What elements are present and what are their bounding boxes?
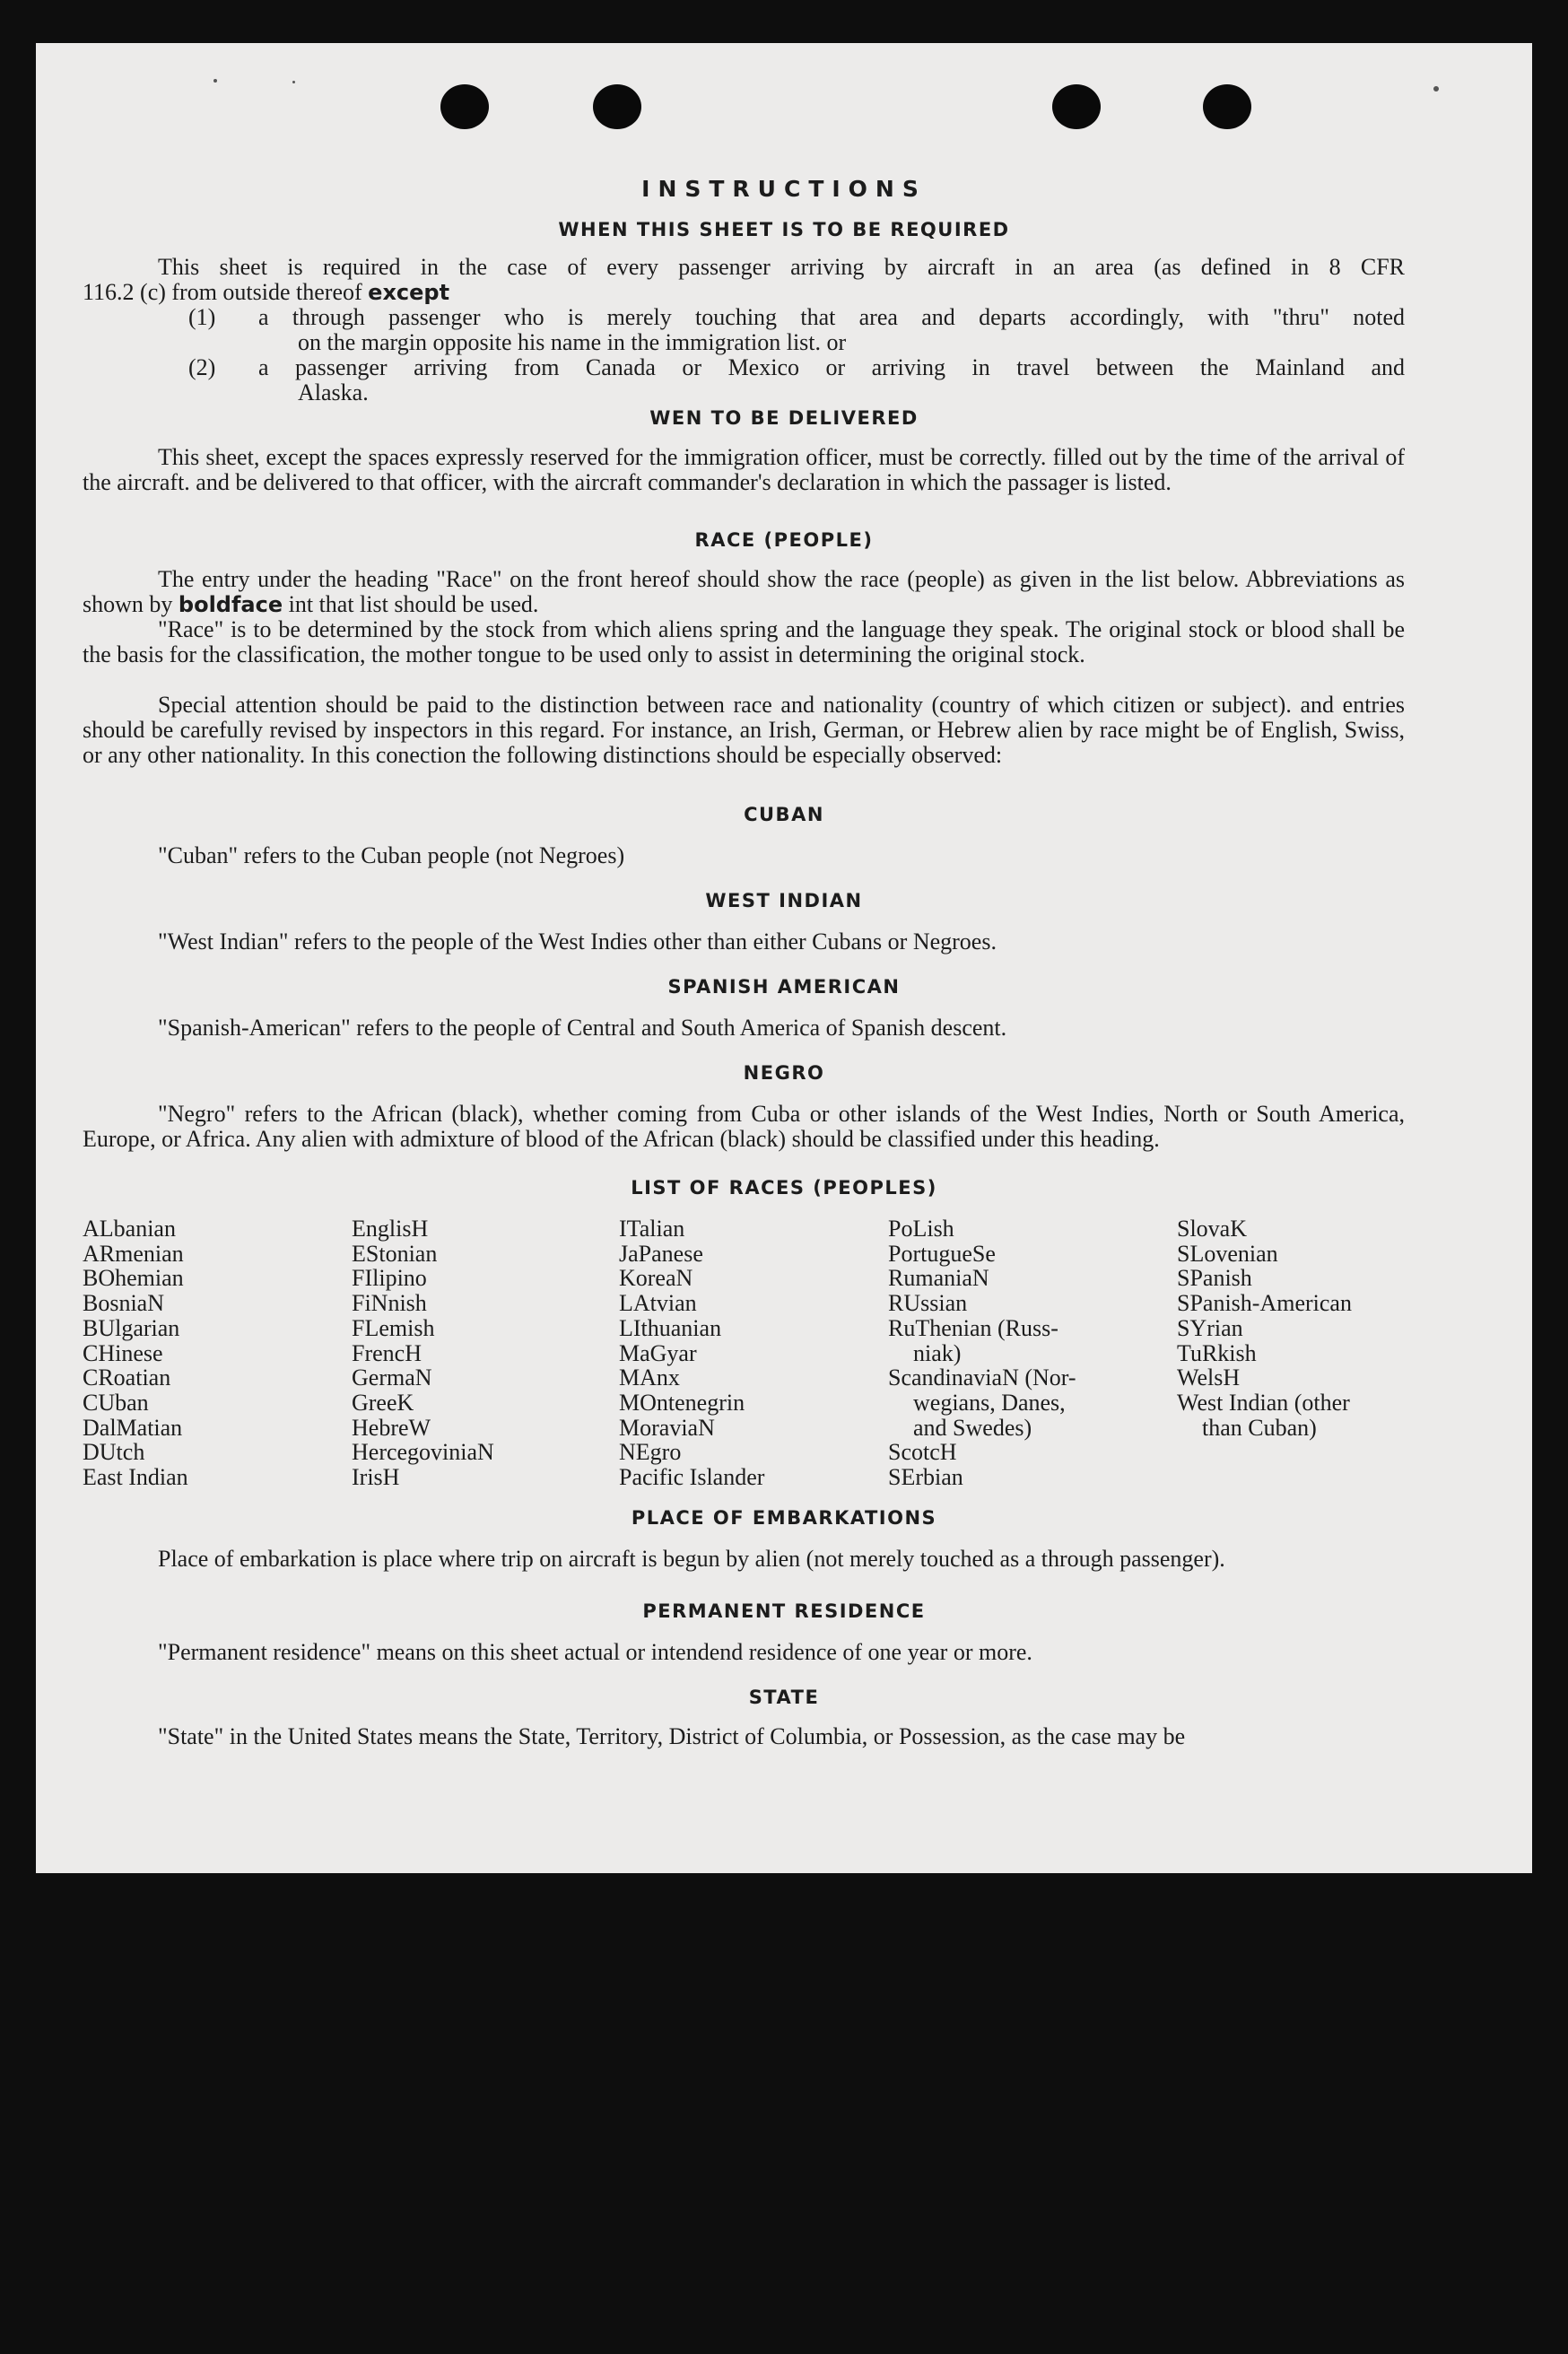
race-item: EStonian: [352, 1240, 438, 1267]
race-item: WelsH: [1177, 1364, 1241, 1391]
race-list-column: [888, 1216, 1076, 1490]
race-item: PortugueSe: [888, 1240, 996, 1267]
punch-hole: [593, 84, 641, 129]
section-heading: PERMANENT RESIDENCE: [642, 1600, 926, 1622]
race-item: SLovenian: [1177, 1240, 1278, 1267]
paragraph: This sheet, except the spaces expressly reserved for the immigration officer, must be correctly. filled out by the time of the arrival of the aircraft. and be delivered to that officer, with the aircraft commander's declaration in which the passager is listed.: [83, 444, 1405, 495]
race-item-continued: than Cuban): [1202, 1414, 1317, 1441]
race-item: IrisH: [352, 1464, 400, 1491]
section-heading: WEN TO BE DELIVERED: [649, 407, 919, 429]
item-text: a passenger arriving from Canada or Mexico or arriving in travel between the Mainland and: [258, 354, 1405, 380]
paragraph-text: The entry under the heading "Race" on the front hereof should show the race (people) as given in the list below. Abbreviations as shown by: [83, 566, 1405, 617]
race-item: GermaN: [352, 1364, 432, 1391]
document-page: [36, 43, 1532, 1873]
section-heading: WHEN THIS SHEET IS TO BE REQUIRED: [558, 219, 1010, 240]
section-heading: NEGRO: [743, 1062, 825, 1084]
race-item: DalMatian: [83, 1414, 183, 1441]
race-item: KoreaN: [619, 1265, 693, 1292]
emphasis-text: boldface: [178, 592, 283, 617]
race-item: HercegoviniaN: [352, 1439, 494, 1466]
race-item: LIthuanian: [619, 1314, 722, 1341]
scan-speck: [213, 79, 217, 83]
race-item: ITalian: [619, 1216, 685, 1242]
race-list-column: [1177, 1216, 1352, 1440]
section-heading: CUBAN: [744, 804, 824, 825]
item-number: (2): [188, 354, 216, 380]
race-list-column: [83, 1216, 188, 1490]
race-item: MOntenegrin: [619, 1389, 745, 1416]
race-item: CUban: [83, 1389, 149, 1416]
section-heading: PLACE OF EMBARKATIONS: [631, 1507, 937, 1529]
race-item: TuRkish: [1177, 1339, 1257, 1366]
punch-hole: [440, 84, 489, 129]
paragraph: "Spanish-American" refers to the people of Central and South America of Spanish descent.: [158, 1015, 1007, 1041]
race-item: SPanish: [1177, 1265, 1252, 1292]
race-item: JaPanese: [619, 1240, 703, 1267]
paragraph: "Cuban" refers to the Cuban people (not Negroes): [158, 842, 625, 868]
race-item: HebreW: [352, 1414, 431, 1441]
paragraph: [83, 567, 1405, 617]
race-item: SYrian: [1177, 1314, 1243, 1341]
paragraph: Place of embarkation is place where trip on aircraft is begun by alien (not merely touched as a through passenger).: [158, 1546, 1225, 1572]
race-item: FrencH: [352, 1339, 422, 1366]
scan-speck: [292, 81, 295, 83]
race-item: BosniaN: [83, 1290, 164, 1317]
paragraph: "State" in the United States means the State, Territory, District of Columbia, or Possession, as the case may be: [158, 1723, 1186, 1749]
paragraph-text: int that list should be used.: [288, 591, 539, 617]
race-item: NEgro: [619, 1439, 682, 1466]
race-item: RuThenian (Russ-: [888, 1314, 1058, 1341]
page-title: INSTRUCTIONS: [641, 176, 927, 202]
race-item: Pacific Islander: [619, 1464, 765, 1491]
race-item: East Indian: [83, 1464, 188, 1491]
paragraph: "West Indian" refers to the people of the West Indies other than either Cubans or Negroes.: [158, 929, 997, 955]
race-item: ARmenian: [83, 1240, 184, 1267]
race-item: ALbanian: [83, 1216, 176, 1242]
race-item: DUtch: [83, 1439, 145, 1466]
race-item: SlovaK: [1177, 1216, 1247, 1242]
race-item: SPanish-American: [1177, 1290, 1352, 1317]
paragraph: "Negro" refers to the African (black), whether coming from Cuba or other islands of the West Indies, North or South America, Europe, or Africa. Any alien with admixture of blood of the African (black) should be classified under this heading.: [83, 1101, 1405, 1152]
paragraph: This sheet is required in the case of every passenger arriving by aircraft in an area (as defined in 8 CFR: [158, 254, 1405, 280]
race-item: RUssian: [888, 1290, 968, 1317]
race-item: SErbian: [888, 1464, 963, 1491]
punch-hole: [1052, 84, 1101, 129]
race-item: ScandinaviaN (Nor-: [888, 1364, 1076, 1391]
section-heading: LIST OF RACES (PEOPLES): [631, 1177, 937, 1199]
race-item: GreeK: [352, 1389, 414, 1416]
race-item-continued: wegians, Danes,: [913, 1389, 1066, 1416]
race-item: PoLish: [888, 1216, 954, 1242]
race-list-column: [352, 1216, 494, 1490]
race-item: MAnx: [619, 1364, 680, 1391]
section-heading: SPANISH AMERICAN: [667, 976, 901, 998]
item-text: Alaska.: [298, 379, 369, 405]
section-heading: WEST INDIAN: [705, 890, 863, 911]
item-text: on the margin opposite his name in the immigration list. or: [298, 329, 847, 355]
race-item: MaGyar: [619, 1339, 697, 1366]
paragraph: Special attention should be paid to the distinction between race and nationality (country of which citizen or subject). and entries should be carefully revised by inspectors in this regard. For instance, an Irish, German, or Hebrew alien by race might be of English, Swiss, or any other nationality. In this conection the following distinctions should be especially observed:: [83, 692, 1405, 768]
race-item: CRoatian: [83, 1364, 171, 1391]
race-item: CHinese: [83, 1339, 163, 1366]
race-item: EnglisH: [352, 1216, 429, 1242]
race-item: ScotcH: [888, 1439, 957, 1466]
race-item: FIlipino: [352, 1265, 427, 1292]
race-item: FiNnish: [352, 1290, 427, 1317]
race-list-column: [619, 1216, 764, 1490]
race-item-continued: and Swedes): [913, 1414, 1032, 1441]
item-text: a through passenger who is merely touching that area and departs accordingly, with "thru" noted: [258, 304, 1405, 330]
race-item-continued: niak): [913, 1339, 962, 1366]
section-heading: STATE: [748, 1687, 820, 1708]
race-item: BOhemian: [83, 1265, 184, 1292]
race-item: LAtvian: [619, 1290, 697, 1317]
race-item: RumaniaN: [888, 1265, 989, 1292]
race-item: BUlgarian: [83, 1314, 180, 1341]
paragraph-text: 116.2 (c) from outside thereof: [83, 279, 362, 305]
race-item: FLemish: [352, 1314, 435, 1341]
scan-speck: [1433, 86, 1439, 92]
paragraph: "Race" is to be determined by the stock from which aliens spring and the language they speak. The original stock or blood shall be the basis for the classification, the mother tongue to be used only to assist in determining the original stock.: [83, 616, 1405, 667]
race-item: MoraviaN: [619, 1414, 715, 1441]
punch-hole: [1203, 84, 1251, 129]
emphasis-text: except: [368, 280, 450, 305]
paragraph: "Permanent residence" means on this sheet actual or intendend residence of one year or more.: [158, 1639, 1032, 1665]
race-item: West Indian (other: [1177, 1389, 1350, 1416]
item-number: (1): [188, 304, 216, 330]
section-heading: RACE (PEOPLE): [694, 529, 874, 551]
paragraph: [83, 280, 1405, 305]
